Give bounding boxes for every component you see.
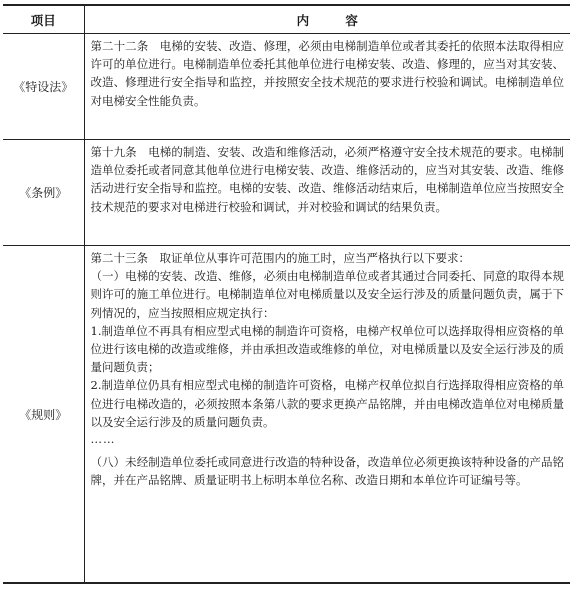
paragraph: 2.制造单位仍具有相应型式电梯的制造许可资格，电梯产权单位拟自行选择取得相应资格的单位进行电梯改造的，必须按照本条第八款的要求更换产品铭牌，并由电梯改造单位对电梯质量以及安全运行涉及的质量问题负责。 [90,378,564,429]
row-label: 《规则》 [3,246,84,584]
row-label: 《条例》 [3,140,84,246]
header-content-column [84,5,570,34]
table-header-row [3,5,570,34]
header-content-label: 内 容 [296,12,374,28]
paragraph: （一）电梯的安装、改造、维修，必须由电梯制造单位或者其通过合同委托、同意的取得本规则许可的施工单位进行。电梯制造单位对电梯质量以及安全运行涉及的质量问题负责，属于下列情况的，应当按照相应规定执行： [90,269,564,320]
paragraph: 第二十三条 取证单位从事许可范围内的施工时，应当严格执行以下要求： [90,251,470,265]
table-row [3,140,570,246]
table-row [3,246,570,584]
table-row [3,34,570,140]
paragraph: （八）未经制造单位委托或同意进行改造的特种设备，改造单位必须更换该特种设备的产品铭牌，并在产品铭牌、质量证明书上标明本单位名称、改造日期和本单位许可证编号等。 [90,455,564,488]
header-item-column: 项目 [3,5,84,34]
row-label: 《特设法》 [3,34,84,140]
paragraph: 第十九条 电梯的制造、安装、改造和维修活动，必须严格遵守安全技术规范的要求。电梯制造单位委托或者同意其他单位进行电梯安装、改造、维修活动的，应当对其安装、改造、维修活动进行安全指导和监控。电梯的安装、改造、维修活动结束后，电梯制造单位应当按照安全技术规范的要求对电梯进行校验和调试，并对校验和调试的结果负责。 [90,145,564,214]
paragraph: 第二十二条 电梯的安装、改造、修理，必须由电梯制造单位或者其委托的依照本法取得相应许可的单位进行。电梯制造单位委托其他单位进行电梯安装、改造、修理的，应当对其安装、改造、修理进行安全指导和监控，并按照安全技术规范的要求进行校验和调试。电梯制造单位对电梯安全性能负责。 [90,39,564,108]
paragraph: 1.制造单位不再具有相应型式电梯的制造许可资格，电梯产权单位可以选择取得相应资格的单位进行该电梯的改造或维修，并由承担改造或维修的单位，对电梯质量以及安全运行涉及的质量问题负责； [90,323,564,375]
row-content [84,140,570,246]
row-content [84,246,570,584]
row-content [84,34,570,140]
ellipsis: …… [90,432,116,447]
regulation-comparison-table [3,4,570,584]
